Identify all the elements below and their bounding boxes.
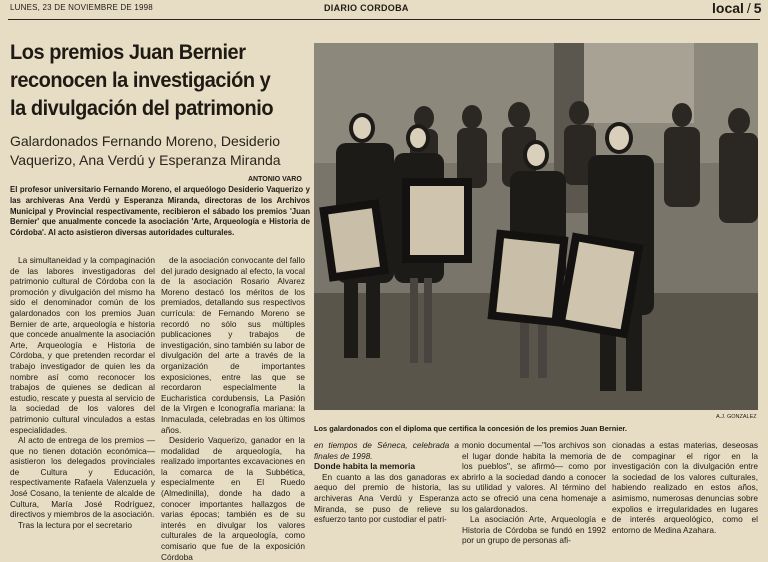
byline: ANTONIO VARO — [248, 176, 302, 183]
section-separator: / — [746, 0, 751, 16]
body-column-5 — [612, 440, 758, 535]
lead-paragraph: El profesor universitario Fernando Moreno, el arqueólogo Desiderio Vaquerizo y las archiveras Ana Verdú y Esperanza Miranda, directoras de los Archivos Municipal y Provincial respectivamente, recibieron el sábado los premios 'Juan Bernier' que anualmente concede la asociación 'Arte, Arqueología e Historia de Córdoba'. Al acto asistieron diversas autoridades culturales. — [10, 185, 310, 238]
section-name: local — [712, 0, 744, 16]
paragraph: En cuanto a las dos ganadoras ex aequo del premio de historia, las archiveras Ana Verdú y Esperanza Miranda, se puso de relieve su esfuerzo tanto por custodiar el patri- — [314, 471, 459, 525]
photo-credit: A.J. GONZALEZ — [716, 414, 757, 420]
paragraph: cionadas a estas materias, deseosas de compaginar el rigor en la investigación con la divulgación entre la sociedad de los valores culturales, habiendo realizado en estos años, asimismo, numerosas denuncias sobre expolios e irregularidades en lugares de interés arqueológico, como el entorno de Medina Azahara. — [612, 440, 758, 535]
paragraph: Tras la lectura por el secretario — [18, 519, 133, 530]
page-number: 5 — [753, 0, 762, 16]
body-column-4 — [462, 440, 606, 546]
newspaper-name: DIARIO CORDOBA — [324, 3, 409, 13]
headline: Los premios Juan Bernier reconocen la investigación y la divulgación del patrimonio — [10, 40, 274, 120]
paragraph: Desiderio Vaquerizo, ganador en la modalidad de arqueología, ha realizado importantes excavaciones en la comarca de la Subbética, especialmente en El Ruedo (Almedinilla), donde ha dado a conocer importantes hallazgos de varias épocas; también es de su interés en divulgar los valores culturales de la arqueología, como comisario que fue de la exposición Córdoba — [161, 435, 305, 562]
paragraph: La simultaneidad y la compaginación de las labores investigadoras del patrimonio cultural de Córdoba con la promoción y divulgación del mismo ha sido el denominador común de los galardonados con los premios Juan Bernier de arte, arqueología e historia que concede anualmente la asociación Arte, Arqueología e Historia de Córdoba, y que pretenden recordar el trabajo investigador de quien les da nombre así como reconocer los trabajos de quienes se dedican al estudio, rescate y puesta al servicio de la sociedad de los valores del patrimonio cultural vinculados a estas especialidades. — [10, 255, 155, 435]
photo-caption: Los galardonados con el diploma que certifica la concesión de los premios Juan Bernier. — [314, 424, 627, 433]
body-column-1 — [10, 255, 155, 530]
award-ceremony-photo — [314, 43, 758, 410]
body-column-2 — [161, 255, 305, 562]
photo-illustration — [314, 43, 758, 410]
body-column-3 — [314, 440, 459, 525]
issue-date: LUNES, 23 DE NOVIEMBRE DE 1998 — [10, 3, 153, 12]
paragraph: monio documental —"los archivos son el lugar donde habita la memoria de los pueblos", se afirmó— como por abrirlo a la sociedad dando a conocer su utilidad y valores. Al término del acto se ofreció una cena homenaje a los galardonados. — [462, 440, 606, 514]
section-subtitle: Donde habita la memoria — [314, 461, 416, 472]
paragraph: en tiempos de Séneca, celebrada a finales de 1998. — [314, 440, 459, 461]
section-label — [712, 0, 762, 16]
subheadline: Galardonados Fernando Moreno, Desiderio Vaquerizo, Ana Verdú y Esperanza Miranda — [10, 133, 281, 168]
paragraph: de la asociación convocante del fallo del jurado designado al efecto, la vocal de la asociación Rosario Alvarez Moreno destacó los méritos de los premiados, detallando sus respectivos currícula: de Fernando Moreno se recordó no sólo sus múltiples publicaciones y trabajos de investigación, sino también su labor de divulgación del arte a través de la organización de importantes exposiciones, entre las que se recordaron especialmente la Eucharistica cordubensis, La Pasión de la Virgen e Iconografía mariana: la Inmaculada, celebradas en los últimos años. — [161, 255, 305, 435]
paragraph: Al acto de entrega de los premios —que no tienen dotación económica— asistieron los delegados provinciales de Cultura y Educación, respectivamente Rafaela Valenzuela y José Cosano, la teniente de alcalde de Cultura, María José Rodríguez, directivos y miembros de la asociación. — [10, 435, 155, 520]
paragraph: La asociación Arte, Arqueología e Historia de Córdoba se fundó en 1992 por un grupo de personas afi- — [462, 514, 606, 546]
header-rule — [8, 19, 760, 20]
